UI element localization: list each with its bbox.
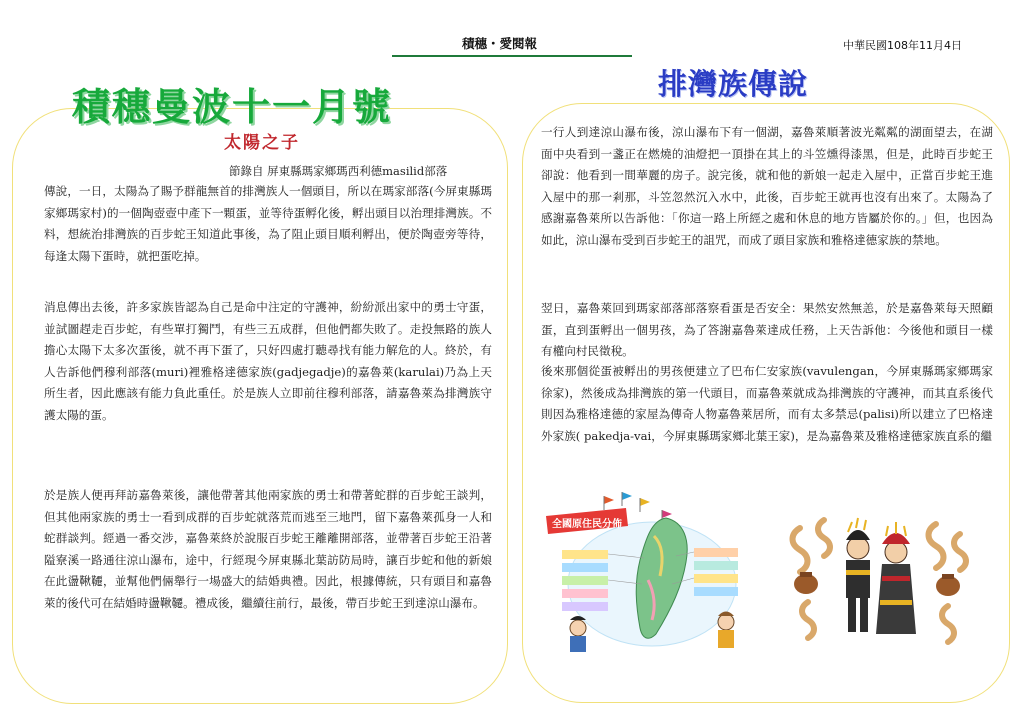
- issue-date: 中華民國108年11月4日: [843, 39, 962, 52]
- right-page-title: 排灣族傳說: [658, 67, 809, 101]
- masthead-rule: [392, 55, 632, 57]
- child-figure-right: [718, 612, 734, 649]
- right-paragraph-2: [541, 298, 993, 363]
- right-paragraph-2-text: 翌日，嘉魯萊回到瑪家部落部落察看蛋是否安全：果然安然無恙，於是嘉魯萊每天照顧蛋，直到蛋孵出一個男孩，為了答謝嘉魯萊達成任務，上天告訴他：今後他和頭目一樣有權向村民徵稅。: [541, 301, 993, 358]
- left-paragraph-3-text: 於是族人便再拜訪嘉魯萊後，讓他帶著其他兩家族的勇士和帶著蛇群的百步蛇王談判，但其他兩家族的勇士一看到成群的百步蛇就落荒而逃至三地門，留下嘉魯萊孤身一人和蛇群談判。經過一番交涉，嘉魯萊終於說服百步蛇王離離開部落，並帶著百步蛇王沿著隘寮溪一路通往涼山瀑布，途中，行經現今屏東縣北葉訪防局時，讓百步蛇和他的新娘在此盪鞦韆，並幫他們倆舉行一場盛大的結婚典禮。因此，根據傳統，只有頭目和嘉魯萊的後代可在結婚時盪鞦韆。禮成後，繼續往前行，最後，帶百步蛇王到達涼山瀑布。: [44, 488, 492, 610]
- right-paragraph-3-text: 後來那個從蛋被孵出的男孩便建立了巴布仁安家族(vavulengan，今屏東縣瑪家鄉瑪家徐家)，然後成為排灣族的第一代頭目，而嘉魯萊就成為排灣族的守護神，而其直系後代則因為雅格達德的家屋為傳奇人物嘉魯萊居所，而有太多禁忌(palisi)所以建立了巴格達外家族( pakedja-vai，今屏東縣瑪家鄉北葉王家)，是為嘉魯萊及雅格達德家族直系的繼: [541, 364, 993, 443]
- left-paragraph-2: [44, 297, 492, 426]
- story-title: 太陽之子: [224, 133, 300, 153]
- indigenous-map-illustration: [544, 488, 756, 656]
- left-paragraph-3: [44, 485, 492, 614]
- right-paragraph-3: [541, 361, 993, 447]
- paiwan-couple-illustration: [778, 514, 978, 654]
- left-paragraph-2-text: 消息傳出去後，許多家族皆認為自己是命中注定的守護神，紛紛派出家中的勇士守蛋，並試圖趕走百步蛇，有些單打獨鬥，有些三五成群，但他們都失敗了。走投無路的族人擔心太陽下太多次蛋後，就不再下蛋了，只好四處打聽尋找有能力解危的人。終於，有人告訴他們穆利部落(muri)裡雅格達德家族(gadjegadje)的嘉魯萊(karulai)乃為上天所生者，因此應該有能力負此重任。於是族人立即前往穆利部落，請嘉魯萊為排灣族守護太陽的蛋。: [44, 300, 492, 422]
- female-figure: [876, 522, 916, 634]
- left-paragraph-1-text: 傳說，一日，太陽為了賜予群龍無首的排灣族人一個頭目，所以在瑪家部落(今屏東縣瑪家鄉瑪家村)的一個陶壺壺中產下一顆蛋，並等待蛋孵化後，孵出頭目以治理排灣族。不料，想統治排灣族的百步蛇王知道此事後，為了阻止頭目順利孵出，便於陶壺旁等待，每逢太陽下蛋時，就把蛋吃掉。: [44, 184, 492, 263]
- left-paragraph-1: [44, 181, 492, 267]
- child-figure-left: [570, 616, 586, 652]
- clay-pot-icons: [794, 572, 960, 596]
- map-banner-text: 全國原住民分佈: [552, 519, 622, 530]
- male-figure: [846, 518, 870, 632]
- main-title: 積穗曼波十一月號: [72, 85, 393, 129]
- right-paragraph-1: [541, 122, 993, 251]
- masthead: 積穗・愛閱報: [462, 36, 538, 51]
- source-line: 節錄自 屏東縣瑪家鄉瑪西利德masilid部落: [229, 164, 448, 178]
- right-paragraph-1-text: 一行人到達涼山瀑布後，涼山瀑布下有一個湖，嘉魯萊順著波光粼粼的湖面望去，在湖面中央看到一盞正在燃燒的油燈把一頂掛在其上的斗笠燻得漆黑，但是，此時百步蛇王卻說：他看到一間華麗的房子。說完後，就和他的新娘一起走入屋中，正當百步蛇王進入屋中的那一剎那，斗笠忽然沉入水中，此後，百步蛇王就再也沒有出來了。太陽為了感謝嘉魯萊所以告訴他：「你這一路上所經之處和休息的地方皆屬於你的。」但，也因為如此，涼山瀑布受到百步蛇王的詛咒，而成了頭目家族和雅格達德家族的禁地。: [541, 125, 993, 247]
